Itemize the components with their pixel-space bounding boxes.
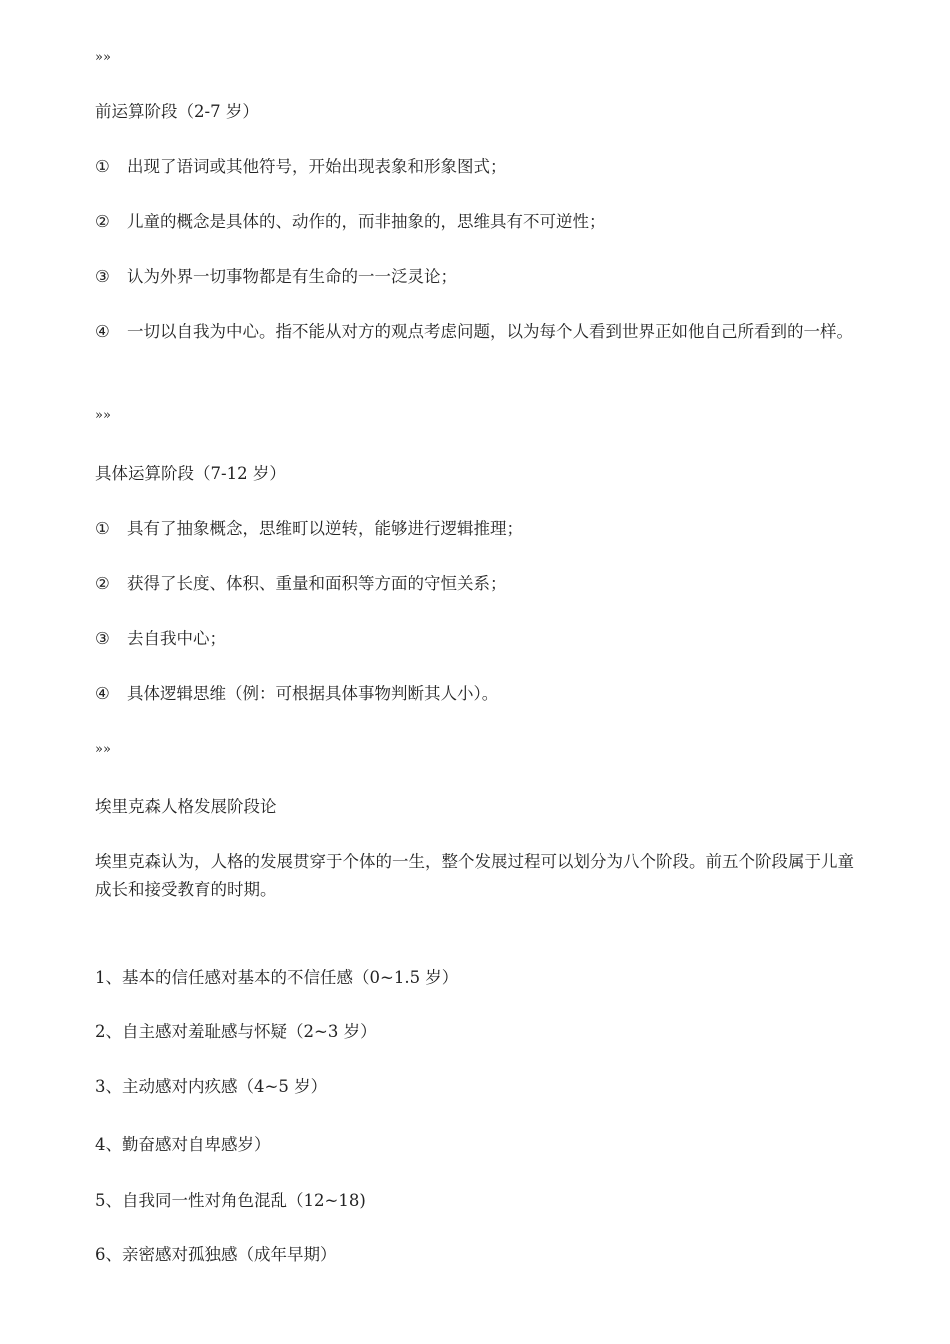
erikson-stage: 2、自主感对羞耻感与怀疑（2~3 岁）: [95, 1022, 377, 1041]
item-marker: ①: [95, 157, 110, 176]
item-marker: ④: [95, 322, 110, 341]
erikson-intro: 埃里克森认为，人格的发展贯穿于个体的一生，整个发展过程可以划分为八个阶段。前五个阶段属于儿童成长和接受教育的时期。: [95, 852, 854, 899]
item-text: 具有了抽象概念，思维町以逆转，能够进行逻辑推理；: [127, 519, 523, 538]
item-text: 出现了语词或其他符号，开始出现表象和形象图式；: [127, 157, 507, 176]
item-marker: ③: [95, 629, 110, 648]
concrete-operational-item: [95, 625, 857, 653]
item-marker: ③: [95, 267, 110, 286]
item-text: 一切以自我为中心。指不能从对方的观点考虑问题，以为每个人看到世界正如他自己所看到的一样。: [127, 322, 853, 341]
erikson-stage: 4、勤奋感对自卑感岁）: [95, 1135, 271, 1154]
erikson-stage: 1、基本的信任感对基本的不信任感（0~1.5 岁）: [95, 968, 459, 987]
preoperational-item: [95, 263, 857, 291]
preoperational-heading: 前运算阶段（2-7 岁）: [95, 102, 259, 121]
concrete-operational-item: [95, 515, 857, 543]
section-separator: »»: [95, 408, 111, 423]
section-separator: »»: [95, 50, 111, 65]
concrete-operational-heading: 具体运算阶段（7-12 岁）: [95, 464, 286, 483]
concrete-operational-item: [95, 570, 857, 598]
preoperational-item: [95, 208, 857, 236]
item-text: 具体逻辑思维（例：可根据具体事物判断其人小）。: [127, 684, 499, 703]
item-marker: ②: [95, 212, 110, 231]
item-marker: ④: [95, 684, 110, 703]
erikson-stage: 3、主动感对内疚感（4~5 岁）: [95, 1077, 328, 1096]
item-marker: ①: [95, 519, 110, 538]
item-text: 去自我中心；: [127, 629, 226, 648]
item-text: 儿童的概念是具体的、动作的，而非抽象的，思维具有不可逆性；: [127, 212, 606, 231]
concrete-operational-item: [95, 680, 857, 708]
item-marker: ②: [95, 574, 110, 593]
preoperational-item: [95, 153, 857, 181]
erikson-stage: 6、亲密感对孤独感（成年早期）: [95, 1245, 337, 1264]
item-text: 认为外界一切事物都是有生命的一一泛灵论；: [127, 267, 457, 286]
erikson-heading: 埃里克森人格发展阶段论: [95, 797, 277, 816]
section-separator: »»: [95, 742, 111, 757]
preoperational-item: [95, 318, 857, 346]
erikson-stage: 5、自我同一性对角色混乱（12~18): [95, 1191, 366, 1210]
item-text: 获得了长度、体积、重量和面积等方面的守恒关系；: [127, 574, 507, 593]
